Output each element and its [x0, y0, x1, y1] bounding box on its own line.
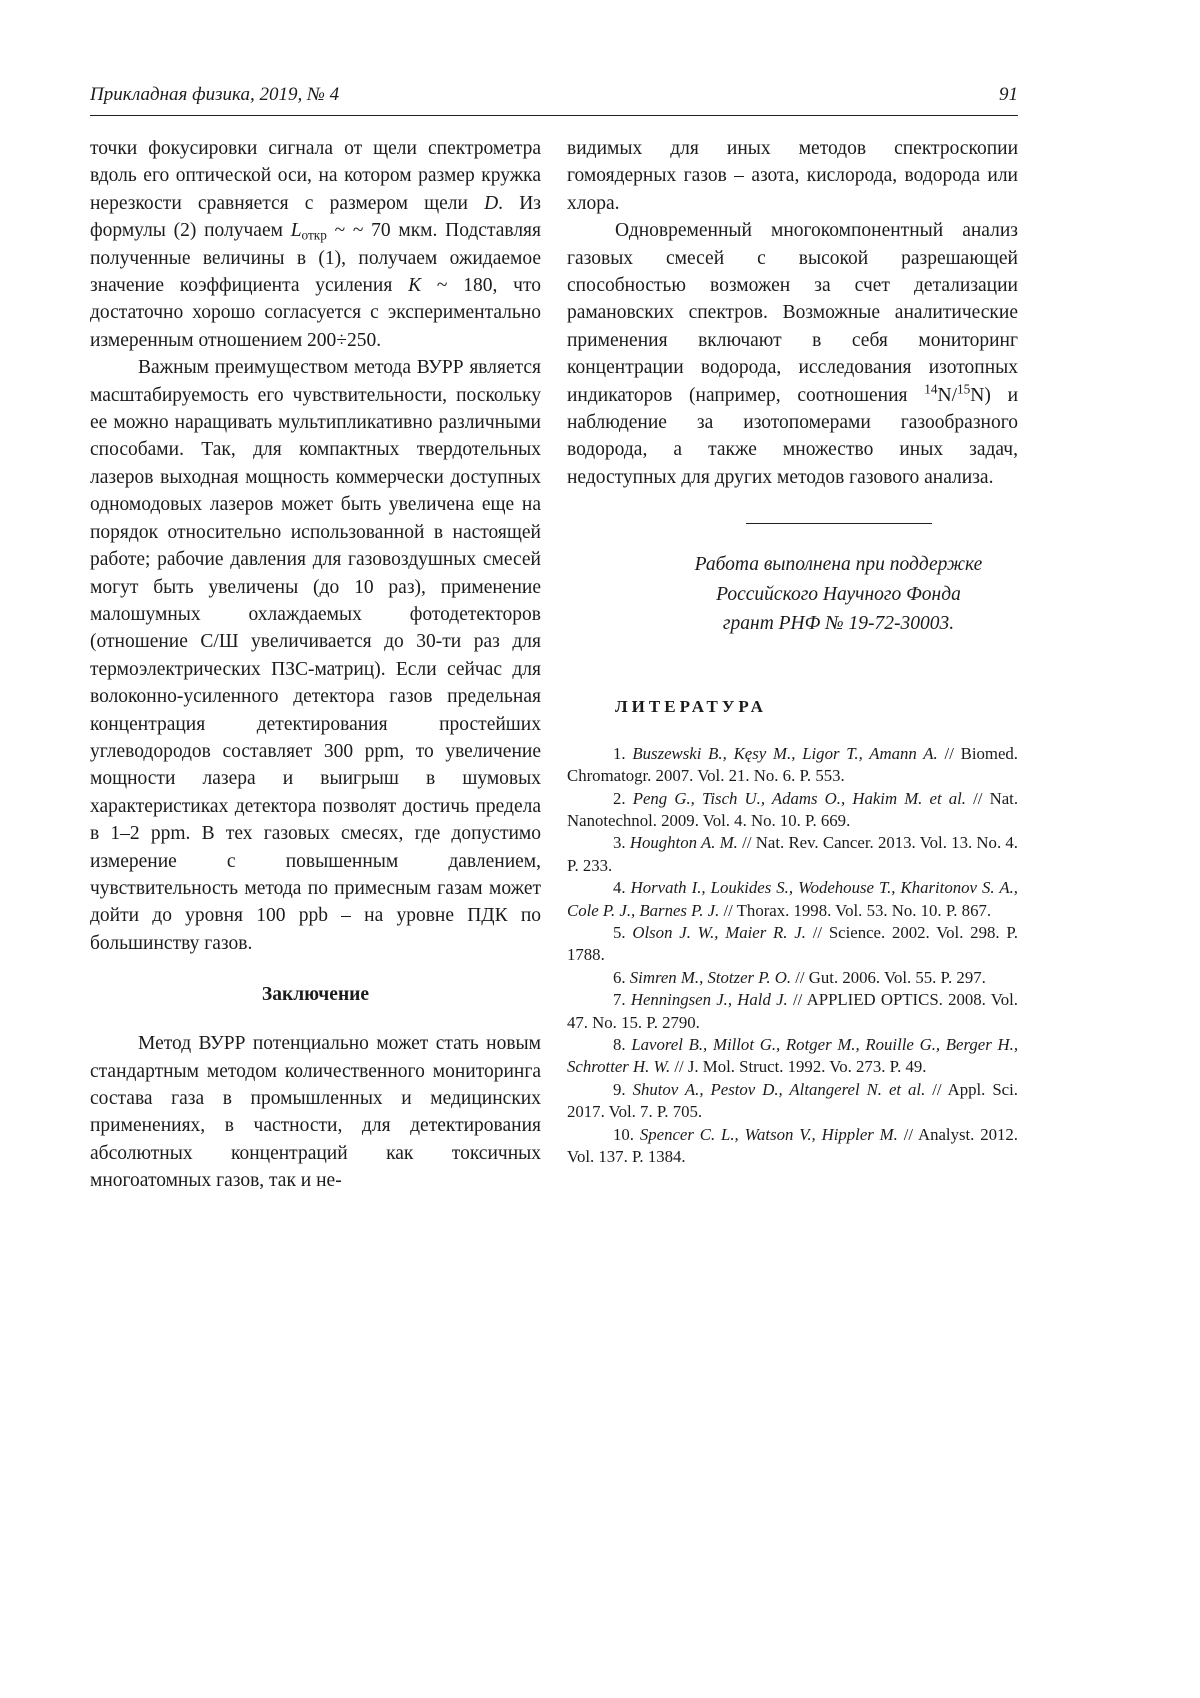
separator-line — [746, 523, 932, 524]
paragraph-conclusion: Метод ВУРР потенциально может стать новым стандартным методом количественного мониторинга состава газа в промышленных и медицинских применениях, в частности, для детектирования абсолютных концентраций как токсичных многоатомных газов, так и не- — [90, 1033, 541, 1192]
reference-item: 6. Simren M., Stotzer P. O. // Gut. 2006. Vol. 55. P. 297. — [613, 967, 986, 987]
right-column — [567, 135, 1018, 1195]
paragraph-multicomponent: Одновременный многокомпонентный анализ газовых смесей с высокой разрешающей способностью возможен за счет детализации рамановских спектров. Возможные аналитические применения включают в себя мониторинг концентрации водорода, исследования изотопных индикаторов (например, соотношения $^{14}$N/$^{15}$N) и наблюдение за изотопомерами газообразного водорода, а также множество иных задач, недоступных для других методов газового анализа. — [567, 220, 1018, 488]
paragraph-scalability: Важным преимуществом метода ВУРР является масштабируемость его чувствительности, поскольку ее можно наращивать мультипликативно различными способами. Так, для компактных твердотельных лазеров выходная мощность коммерчески доступных одномодовых лазеров может быть увеличена еще на порядок относительно использованной в настоящей работе; рабочие давления для газовоздушных смесей могут быть увеличены (до 10 раз), применение малошумных охлаждаемых фотодетекторов (отношение С/Ш увеличивается до 30-ти раз для термоэлектрических ПЗС-матриц). Если сейчас для волоконно-усиленного детектора газов предельная концентрация детектирования простейших углеводородов составляет 300 ppm, то увеличение мощности лазера и выигрыш в шумовых характеристиках детектора позволят достичь предела в 1–2 ppm. В тех газовых смесях, где допустимо измерение с повышенным давлением, чувствительность метода по примесным газам может дойти до уровня 100 ppb – на уровне ПДК по большинству газов. — [90, 357, 541, 954]
two-column-body — [90, 135, 1018, 1195]
reference-item: 4. Horvath I., Loukides S., Wodehouse T., Kharitonov S. A., Cole P. J., Barnes P. J. // Thorax. 1998. Vol. 53. No. 10. P. 867. — [567, 878, 1018, 920]
references-list — [567, 743, 1018, 1169]
acknowledgment-line: Российского Научного Фонда — [716, 583, 961, 605]
reference-item: 10. Spencer C. L., Watson V., Hippler M. // Analyst. 2012. Vol. 137. P. 1384. — [567, 1124, 1018, 1167]
paragraph-continuation: видимых для иных методов спектроскопии гомоядерных газов – азота, кислорода, водорода или хлора. — [567, 138, 1018, 214]
reference-item: 5. Olson J. W., Maier R. J. // Science. 2002. Vol. 298. P. 1788. — [567, 923, 1018, 965]
page-header — [90, 84, 1018, 116]
reference-item: 9. Shutov A., Pestov D., Altangerel N. et al. // Appl. Sci. 2017. Vol. 7. P. 705. — [567, 1079, 1018, 1122]
left-column — [90, 135, 541, 1195]
acknowledgment-line: грант РНФ № 19-72-30003. — [722, 613, 955, 635]
journal-title: Прикладная физика, 2019, № 4 — [90, 84, 340, 105]
paragraph-focus-spot: точки фокусировки сигнала от щели спектрометра вдоль его оптической оси, на котором размер кружка нерезкости сравняется с размером щели D. Из формулы (2) получаем $L_{откр}$ ~ ~ 70 мкм. Подставляя полученные величины в (1), получаем ожидаемое значение коэффициента усиления K ~ 180, что достаточно хорошо согласуется с экспериментально измеренным отношением 200÷250. — [90, 138, 541, 351]
acknowledgment-block — [567, 523, 1018, 639]
page-number: 91 — [999, 84, 1018, 105]
conclusion-heading: Заключение — [261, 984, 370, 1006]
reference-item: 2. Peng G., Tisch U., Adams O., Hakim M. et al. // Nat. Nanotechnol. 2009. Vol. 4. No. 10. P. 669. — [567, 788, 1019, 830]
reference-item: 8. Lavorel B., Millot G., Rotger M., Rouille G., Berger H., Schrotter H. W. // J. Mol. Struct. 1992. Vo. 273. P. 49. — [567, 1035, 1019, 1077]
reference-item: 7. Henningsen J., Hald J. // APPLIED OPTICS. 2008. Vol. 47. No. 15. P. 2790. — [567, 990, 1018, 1032]
acknowledgment-line: Работа выполнена при поддержке — [694, 554, 983, 576]
reference-item: 3. Houghton A. M. // Nat. Rev. Cancer. 2013. Vol. 13. No. 4. P. 233. — [567, 833, 1019, 875]
reference-item: 1. Buszewski B., Kęsy M., Ligor T., Amann A. // Biomed. Chromatogr. 2007. Vol. 21. No. 6. P. 553. — [567, 743, 1018, 786]
references-heading: ЛИТЕРАТУРА — [615, 696, 767, 716]
